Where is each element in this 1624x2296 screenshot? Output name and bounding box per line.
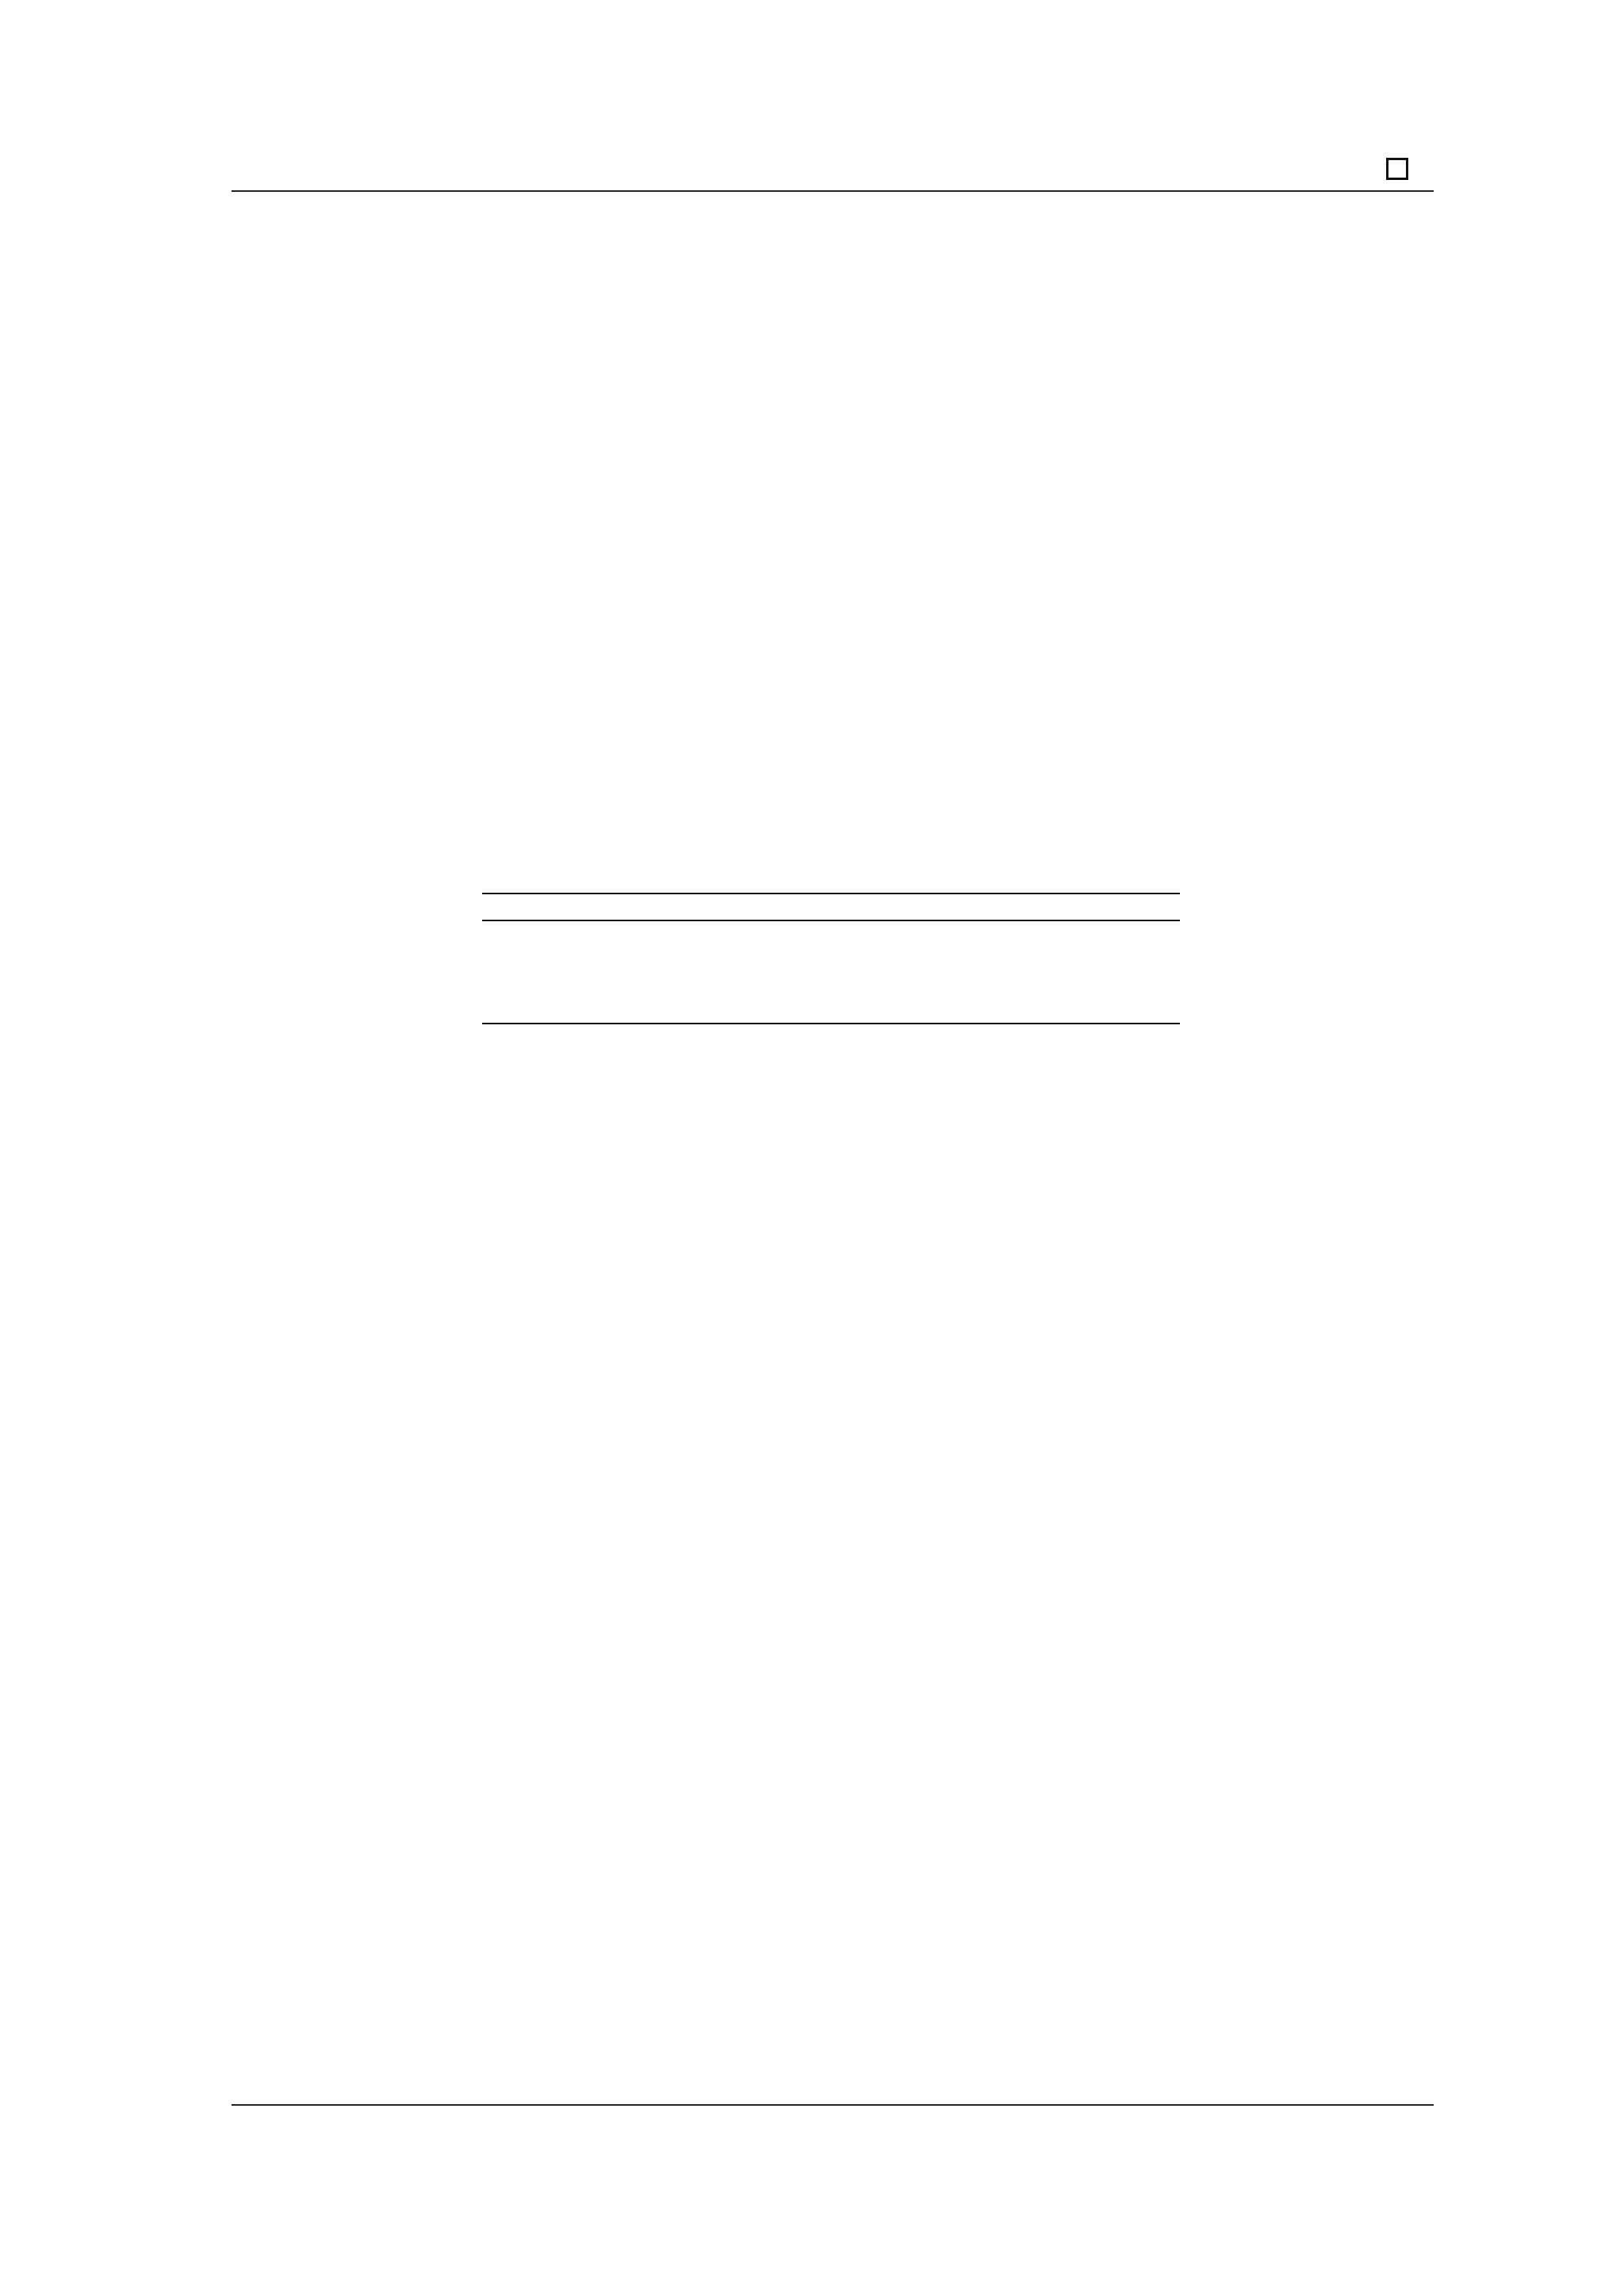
table-header-row	[482, 894, 1180, 920]
fig5a-chart	[225, 1085, 828, 1640]
table-cell	[950, 972, 1180, 997]
fig5b-chart	[837, 1085, 1440, 1640]
running-footer	[232, 2104, 1434, 2114]
table-row	[482, 920, 1180, 947]
page-number-block	[1386, 155, 1431, 185]
table-cell	[950, 947, 1180, 972]
table-row	[482, 947, 1180, 972]
running-header	[232, 155, 1434, 192]
table-cell	[482, 997, 720, 1024]
table-cell	[482, 920, 720, 947]
table-header	[950, 894, 1180, 920]
table-cell	[482, 972, 720, 997]
table-row	[482, 997, 1180, 1024]
table-header	[482, 894, 720, 920]
table-cell	[720, 997, 950, 1024]
table-cell	[482, 947, 720, 972]
table-cell	[950, 997, 1180, 1024]
table-cell	[720, 947, 950, 972]
table-row	[482, 972, 1180, 997]
fig4b-chart	[853, 212, 1424, 672]
table2	[482, 893, 1180, 1024]
table-cell	[950, 920, 1180, 947]
square-icon	[1386, 158, 1408, 180]
table-header	[720, 894, 950, 920]
table-cell	[720, 972, 950, 997]
table-cell	[720, 920, 950, 947]
fig4a-chart	[238, 212, 809, 672]
